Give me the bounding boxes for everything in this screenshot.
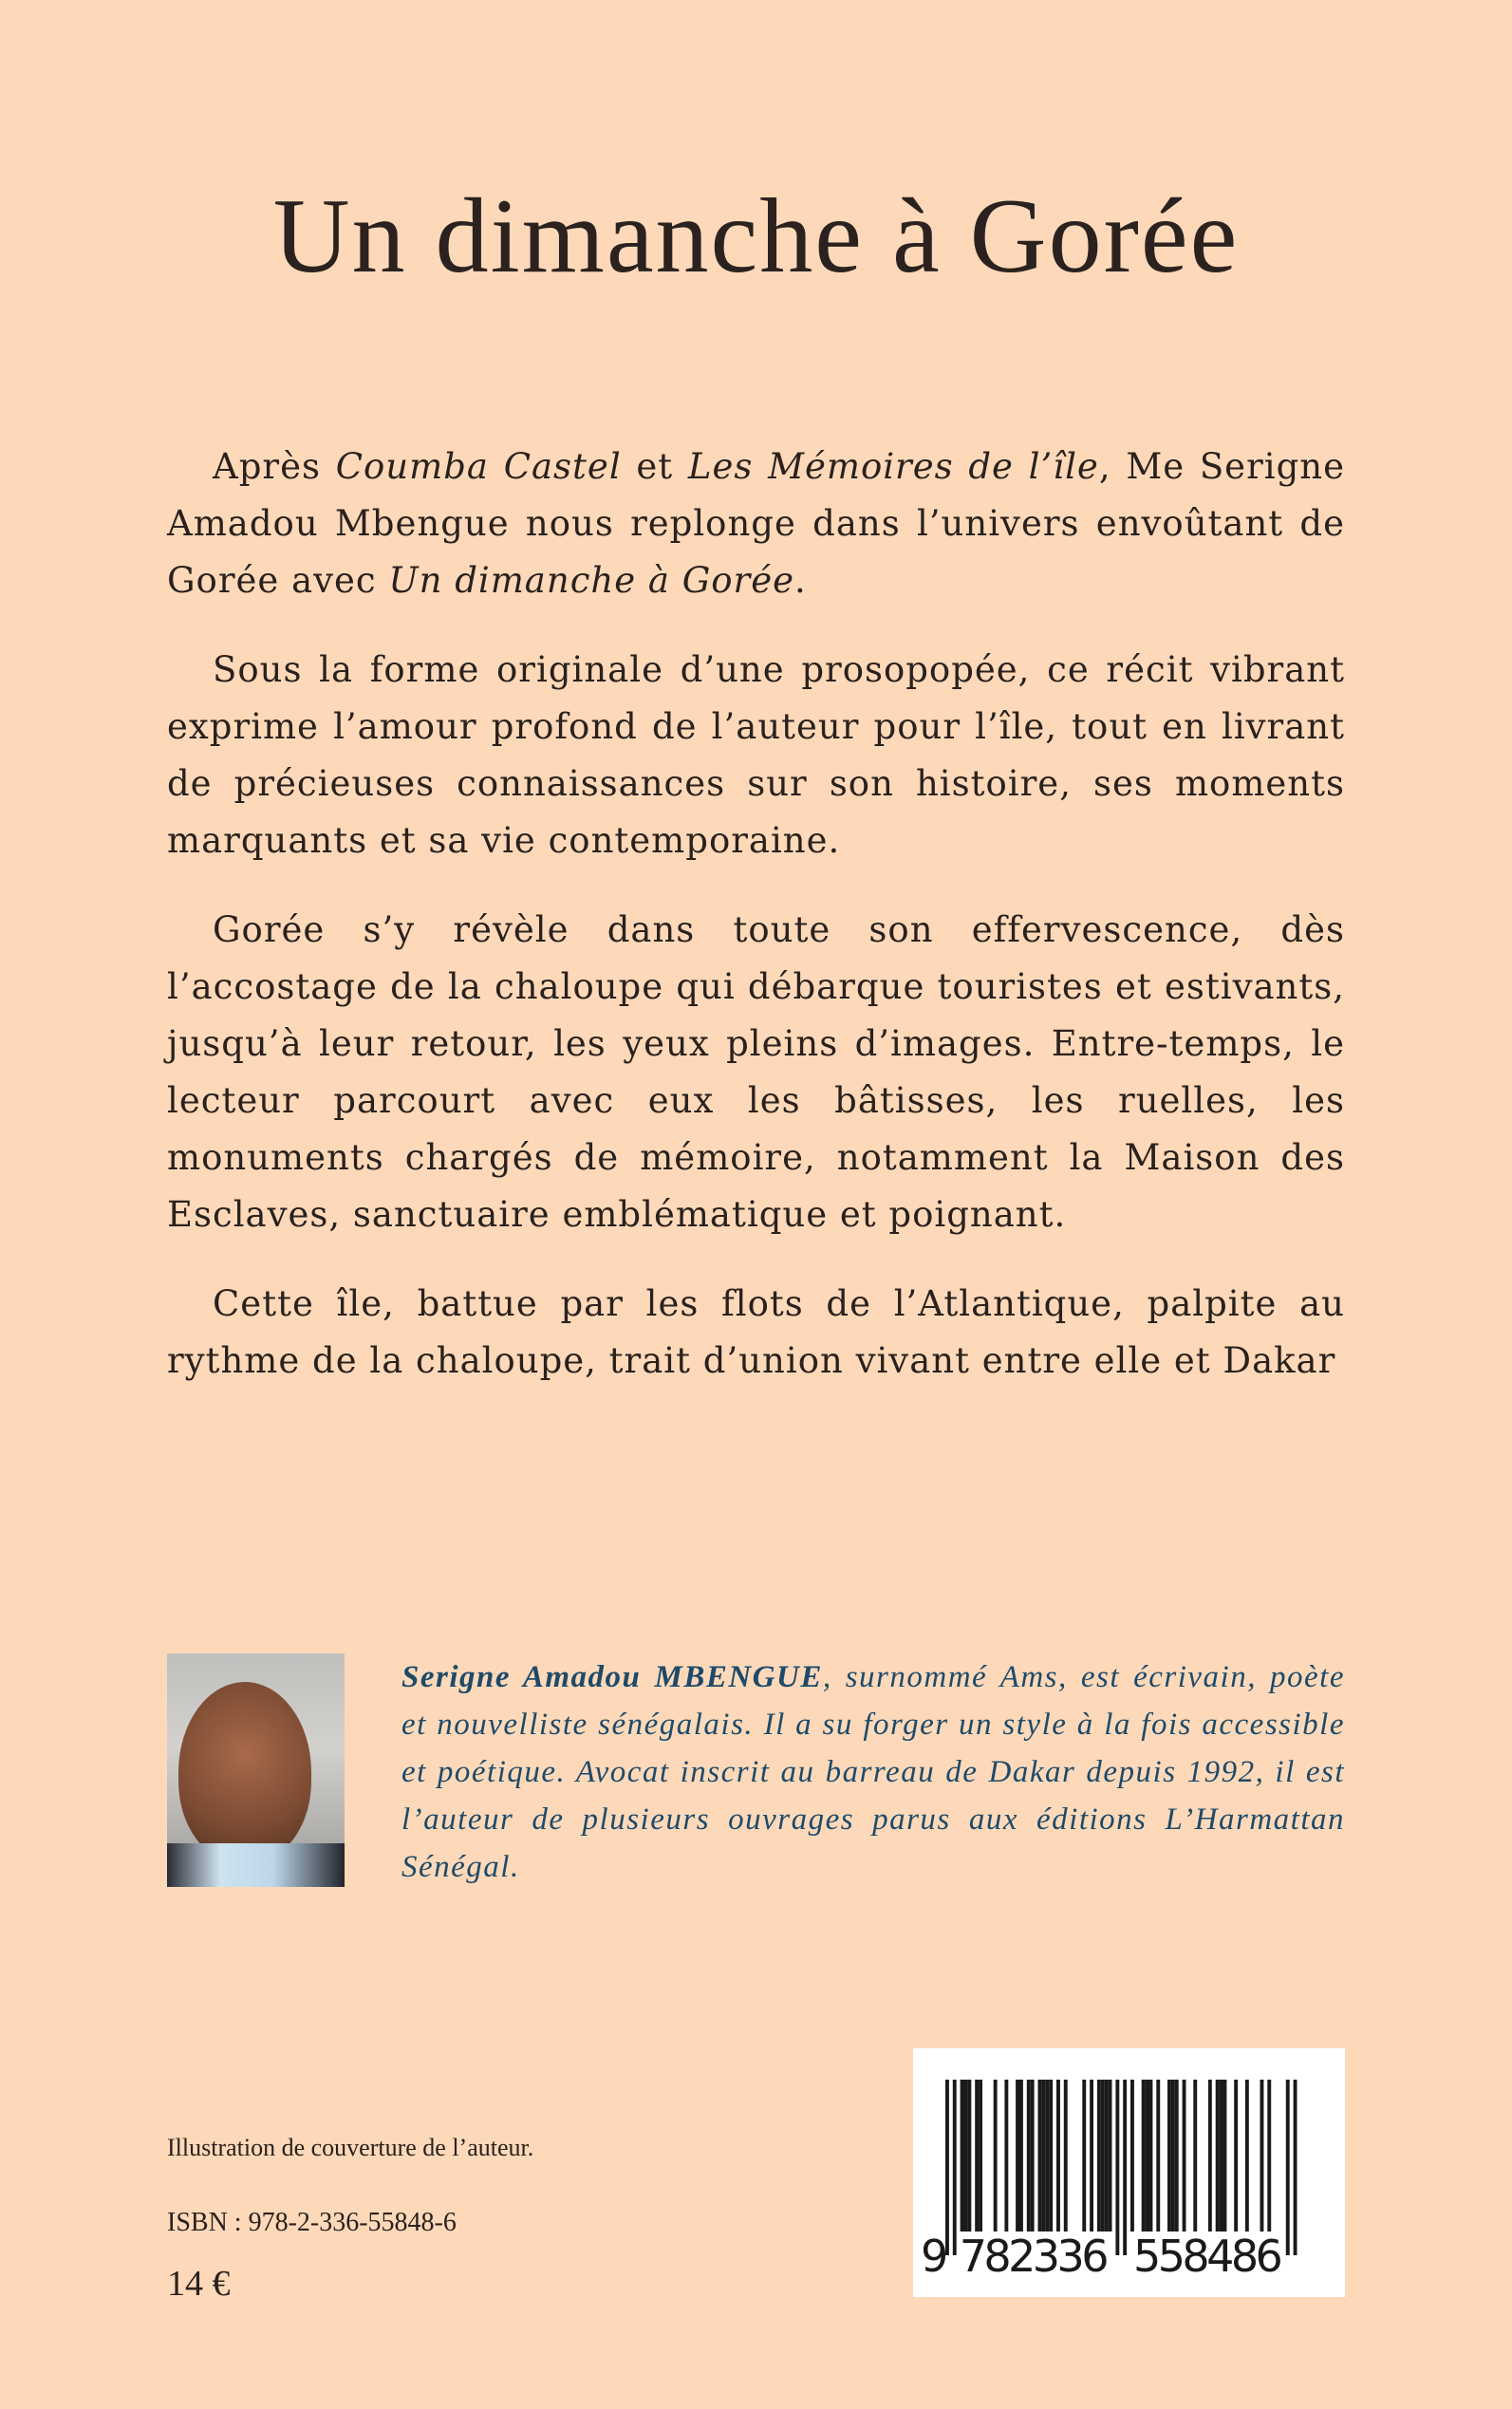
barcode-bar bbox=[1041, 2080, 1045, 2232]
barcode-bar bbox=[1167, 2080, 1171, 2232]
book-reference: Un dimanche à Gorée bbox=[388, 560, 795, 601]
author-bio bbox=[401, 1653, 1345, 1891]
barcode-bar bbox=[1038, 2080, 1042, 2232]
text: Après bbox=[213, 446, 336, 487]
barcode-bar bbox=[1208, 2080, 1212, 2232]
barcode-bar bbox=[1115, 2080, 1119, 2255]
barcode-bar bbox=[1146, 2080, 1149, 2232]
book-reference: Les Mémoires de l’île bbox=[687, 446, 1099, 487]
text: , Me Serigne Amadou Mbengue nous replonge dans l’univers envoûtant de Gorée avec bbox=[167, 446, 1346, 601]
cover-credit: Illustration de couverture de l’auteur. bbox=[167, 2134, 534, 2161]
author-face bbox=[178, 1682, 311, 1862]
barcode-digits: 782336 bbox=[959, 2231, 1110, 2282]
barcode-bar bbox=[1216, 2080, 1220, 2232]
book-title: Un dimanche à Gorée bbox=[272, 177, 1240, 295]
barcode-bar bbox=[1101, 2080, 1105, 2232]
barcode-bar bbox=[945, 2080, 949, 2255]
barcode-bar bbox=[1220, 2080, 1223, 2232]
barcode-bar bbox=[961, 2080, 964, 2232]
barcode-bar bbox=[994, 2080, 998, 2232]
barcode-bar bbox=[1016, 2080, 1019, 2232]
barcode-bar bbox=[1105, 2080, 1109, 2232]
barcode-bar bbox=[979, 2080, 982, 2232]
summary-paragraph-2: Sous la forme originale d’une prosopopée, ce récit vibrant exprime l’amour profond de l’auteur pour l’île, tout en livrant de précieuses connaissances sur son histoire, ses moments marquants et sa vie contemporaine. bbox=[167, 649, 1345, 861]
barcode-bar bbox=[1130, 2080, 1134, 2232]
author-shirt bbox=[167, 1843, 345, 1887]
barcode-digits: 9 bbox=[921, 2231, 949, 2282]
barcode-bar bbox=[975, 2080, 979, 2232]
barcode-bar bbox=[1090, 2080, 1093, 2232]
barcode-bar bbox=[1109, 2080, 1112, 2232]
barcode-bar bbox=[1049, 2080, 1053, 2232]
author-photo bbox=[167, 1653, 345, 1887]
barcode-bar bbox=[1156, 2080, 1160, 2232]
barcode-bar bbox=[1267, 2080, 1271, 2232]
barcode-bar bbox=[1027, 2080, 1031, 2232]
barcode-bar bbox=[1149, 2080, 1153, 2232]
summary-paragraph-1 bbox=[167, 439, 1345, 609]
summary-paragraph-4: Cette île, battue par les flots de l’Atlantique, palpite au rythme de la chaloupe, trait d’union vivant entre elle et Dakar bbox=[167, 1283, 1345, 1381]
barcode-bar bbox=[1056, 2080, 1060, 2232]
barcode-bar bbox=[1064, 2080, 1068, 2232]
barcode-bar bbox=[1004, 2080, 1008, 2232]
barcode-bar bbox=[1097, 2080, 1101, 2232]
barcode-bar bbox=[1183, 2080, 1186, 2232]
price: 14 € bbox=[167, 2264, 231, 2304]
barcode-bar bbox=[1142, 2080, 1146, 2232]
barcode-bar bbox=[1031, 2080, 1035, 2232]
text: et bbox=[621, 446, 688, 487]
barcode-graphic bbox=[913, 2048, 1345, 2297]
barcode-bar bbox=[1175, 2080, 1179, 2232]
barcode-digits: 558486 bbox=[1133, 2231, 1283, 2282]
summary bbox=[167, 439, 1345, 1422]
barcode-bar bbox=[1223, 2080, 1227, 2232]
barcode-bar bbox=[1171, 2080, 1175, 2232]
text: . bbox=[794, 560, 807, 601]
barcode-bar bbox=[1234, 2080, 1238, 2232]
barcode bbox=[913, 2048, 1345, 2297]
barcode-bar bbox=[967, 2080, 971, 2232]
barcode-bar bbox=[1082, 2080, 1086, 2232]
barcode-bar bbox=[1286, 2080, 1290, 2255]
barcode-bar bbox=[953, 2080, 957, 2255]
summary-paragraph-3: Gorée s’y révèle dans toute son effervescence, dès l’accostage de la chaloupe qui débarque touristes et estivants, jusqu’à leur retour, les yeux pleins d’images. Entre-temps, le lecteur parcourt avec eux les bâtisses, les ruelles, les monuments chargés de mémoire, notamment la Maison des Esclaves, sanctuaire emblématique et poignant. bbox=[167, 909, 1345, 1235]
book-reference: Coumba Castel bbox=[335, 446, 622, 487]
author-bio-text: , surnommé Ams, est écrivain, poète et nouvelliste sénégalais. Il a su forger un style à la fois accessible et poétique. Avocat inscrit au barreau de Dakar depuis 1992, il est l’auteur de plusieurs ouvrages parus aux éditions L’Harmattan Sénégal. bbox=[401, 1660, 1345, 1884]
barcode-bar bbox=[1123, 2080, 1127, 2255]
barcode-bar bbox=[1260, 2080, 1264, 2232]
author-name: Serigne Amadou MBENGUE bbox=[401, 1660, 823, 1694]
barcode-bar bbox=[1294, 2080, 1297, 2255]
barcode-bar bbox=[1245, 2080, 1249, 2232]
barcode-bar bbox=[1193, 2080, 1197, 2232]
barcode-bar bbox=[1045, 2080, 1049, 2232]
barcode-bar bbox=[1019, 2080, 1023, 2232]
barcode-bar bbox=[964, 2080, 968, 2232]
isbn: ISBN : 978-2-336-55848-6 bbox=[167, 2208, 457, 2237]
